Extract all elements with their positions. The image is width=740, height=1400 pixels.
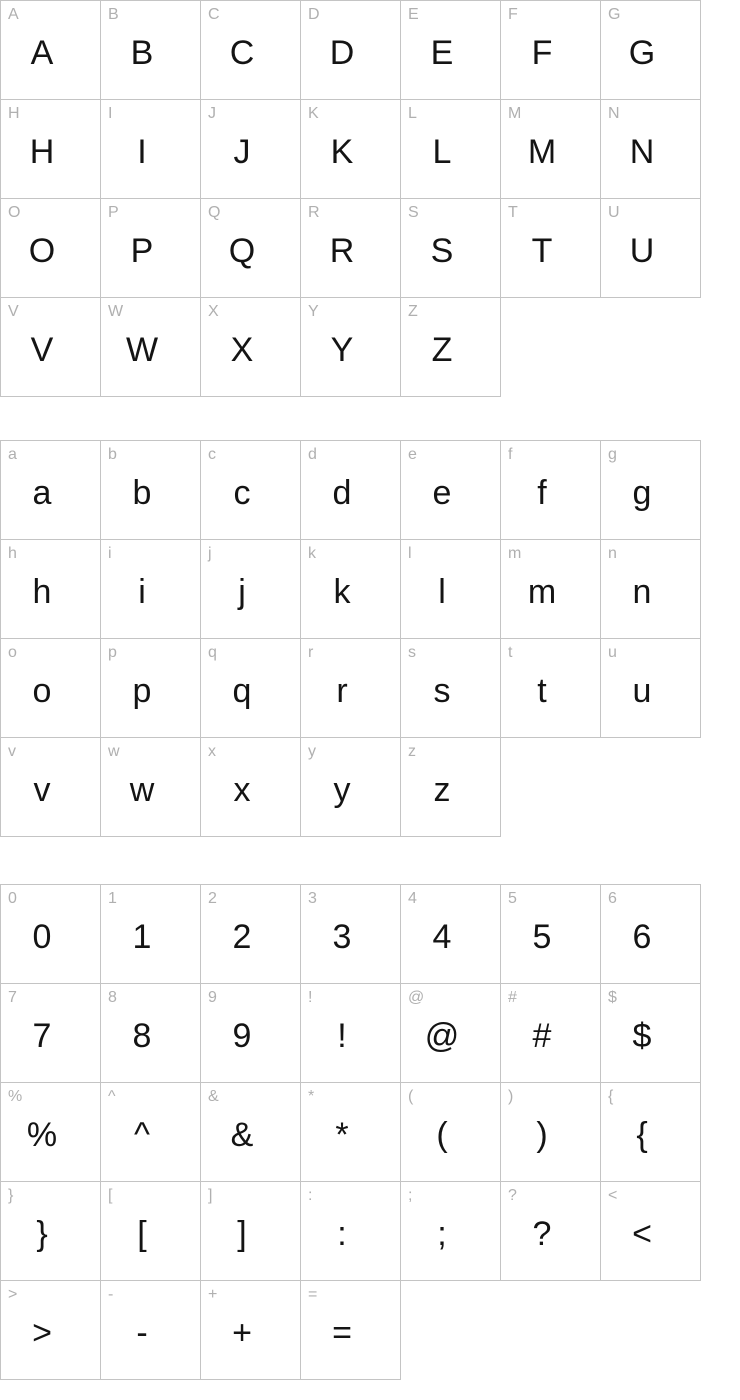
glyph-label: &	[208, 1088, 219, 1105]
glyph-display: ]	[237, 1215, 247, 1253]
glyph-display: z	[433, 771, 451, 809]
glyph-label: 3	[308, 890, 317, 907]
glyph-cell	[500, 638, 601, 738]
glyph-display: N	[629, 133, 655, 171]
glyph-display: +	[232, 1314, 252, 1352]
glyph-display: !	[337, 1017, 347, 1055]
glyph-display: t	[537, 672, 547, 710]
glyph-display: )	[536, 1116, 548, 1154]
glyph-row	[0, 884, 740, 984]
glyph-cell	[400, 297, 501, 397]
glyph-cell	[0, 440, 101, 540]
glyph-display: s	[433, 672, 451, 710]
glyph-display: J	[233, 133, 251, 171]
glyph-cell	[200, 884, 301, 984]
glyph-cell	[500, 1181, 601, 1281]
glyph-label: O	[8, 204, 21, 221]
glyph-label: B	[108, 6, 119, 23]
glyph-cell	[200, 198, 301, 298]
glyph-row	[0, 440, 740, 540]
glyph-label: D	[308, 6, 320, 23]
glyph-display: H	[29, 133, 55, 171]
glyph-cell	[400, 99, 501, 199]
glyph-cell	[100, 884, 201, 984]
glyph-label: s	[408, 644, 416, 661]
glyph-display: $	[632, 1017, 652, 1055]
glyph-label: d	[308, 446, 317, 463]
glyph-label: C	[208, 6, 220, 23]
glyph-cell	[0, 198, 101, 298]
glyph-cell	[500, 198, 601, 298]
glyph-label: 0	[8, 890, 17, 907]
glyph-cell	[100, 1280, 201, 1380]
glyph-label: @	[408, 989, 425, 1006]
glyph-cell	[100, 1082, 201, 1182]
glyph-display: ?	[532, 1215, 552, 1253]
glyph-label: Y	[308, 303, 319, 320]
glyph-display: q	[232, 672, 252, 710]
glyph-display: 2	[232, 918, 252, 956]
glyph-cell	[600, 0, 701, 100]
glyph-cell	[400, 638, 501, 738]
glyph-label: Q	[208, 204, 221, 221]
glyph-display: B	[130, 34, 154, 72]
glyph-cell	[100, 737, 201, 837]
glyph-cell	[200, 0, 301, 100]
glyph-display: g	[632, 474, 652, 512]
glyph-cell	[300, 737, 401, 837]
glyph-display: i	[138, 573, 146, 611]
glyph-label: r	[308, 644, 314, 661]
glyph-display: b	[132, 474, 152, 512]
glyph-cell	[0, 297, 101, 397]
glyph-cell	[300, 0, 401, 100]
glyph-label: 1	[108, 890, 117, 907]
glyph-cell	[200, 1082, 301, 1182]
glyph-cell	[300, 1280, 401, 1380]
glyph-label: R	[308, 204, 320, 221]
glyph-display: 8	[132, 1017, 152, 1055]
glyph-label: ?	[508, 1187, 517, 1204]
glyph-cell	[400, 0, 501, 100]
glyph-label: J	[208, 105, 216, 122]
glyph-label: :	[308, 1187, 313, 1204]
glyph-display: T	[531, 232, 553, 270]
glyph-cell	[300, 440, 401, 540]
glyph-cell	[400, 1181, 501, 1281]
glyph-label: t	[508, 644, 513, 661]
glyph-display: W	[125, 331, 159, 369]
glyph-display: ;	[437, 1215, 447, 1253]
glyph-cell	[200, 983, 301, 1083]
glyph-label: )	[508, 1088, 514, 1105]
glyph-display: G	[628, 34, 656, 72]
glyph-cell	[100, 440, 201, 540]
glyph-cell	[500, 99, 601, 199]
glyph-label: U	[608, 204, 620, 221]
glyph-cell	[400, 539, 501, 639]
glyph-label: 5	[508, 890, 517, 907]
glyph-display: >	[32, 1314, 52, 1352]
glyph-cell	[500, 884, 601, 984]
glyph-cell	[600, 539, 701, 639]
glyph-label: M	[508, 105, 522, 122]
glyph-label: v	[8, 743, 16, 760]
glyph-display: v	[33, 771, 51, 809]
glyph-label: F	[508, 6, 518, 23]
glyph-label: q	[208, 644, 217, 661]
glyph-display: 0	[32, 918, 52, 956]
glyph-label: 7	[8, 989, 17, 1006]
glyph-cell	[300, 297, 401, 397]
glyph-display: #	[532, 1017, 552, 1055]
glyph-cell	[600, 884, 701, 984]
glyph-cell	[200, 1181, 301, 1281]
glyph-cell	[300, 539, 401, 639]
glyph-display: {	[636, 1116, 648, 1154]
glyph-label: e	[408, 446, 417, 463]
glyph-display: [	[137, 1215, 147, 1253]
glyph-row	[0, 539, 740, 639]
glyph-cell	[500, 440, 601, 540]
glyph-label: X	[208, 303, 219, 320]
glyph-display: O	[28, 232, 56, 270]
glyph-label: [	[108, 1187, 113, 1204]
glyph-display: r	[336, 672, 348, 710]
glyph-cell	[300, 884, 401, 984]
glyph-display: 9	[232, 1017, 252, 1055]
glyph-display: 5	[532, 918, 552, 956]
glyph-display: u	[632, 672, 652, 710]
glyph-cell	[0, 884, 101, 984]
glyph-cell	[600, 440, 701, 540]
glyph-cell	[200, 297, 301, 397]
glyph-display: V	[30, 331, 54, 369]
glyph-label: T	[508, 204, 518, 221]
glyph-display: }	[36, 1215, 48, 1253]
glyph-cell	[500, 0, 601, 100]
glyph-label: 2	[208, 890, 217, 907]
glyph-display: U	[629, 232, 655, 270]
glyph-label: N	[608, 105, 620, 122]
glyph-cell	[0, 99, 101, 199]
glyph-cell	[600, 198, 701, 298]
glyph-display: D	[329, 34, 355, 72]
glyph-display: =	[332, 1314, 352, 1352]
glyph-cell	[600, 983, 701, 1083]
glyph-label: !	[308, 989, 313, 1006]
glyph-label: y	[308, 743, 316, 760]
glyph-display: f	[537, 474, 547, 512]
glyph-display: R	[329, 232, 355, 270]
glyph-cell	[400, 1082, 501, 1182]
glyph-display: 3	[332, 918, 352, 956]
glyph-cell	[0, 539, 101, 639]
glyph-cell	[200, 440, 301, 540]
glyph-label: Z	[408, 303, 418, 320]
glyph-label: =	[308, 1286, 318, 1303]
glyph-cell	[200, 1280, 301, 1380]
glyph-display: o	[32, 672, 52, 710]
glyph-label: k	[308, 545, 316, 562]
glyph-label: 6	[608, 890, 617, 907]
uppercase-glyph-grid	[0, 0, 740, 397]
glyph-cell	[200, 638, 301, 738]
glyph-label: g	[608, 446, 617, 463]
glyph-display: :	[337, 1215, 347, 1253]
glyph-cell	[0, 1280, 101, 1380]
glyph-row	[0, 0, 740, 100]
glyph-display: a	[32, 474, 52, 512]
glyph-label: ^	[108, 1088, 116, 1105]
glyph-cell	[100, 539, 201, 639]
glyph-row	[0, 198, 740, 298]
glyph-label: a	[8, 446, 17, 463]
glyph-display: K	[330, 133, 354, 171]
glyph-label: %	[8, 1088, 23, 1105]
glyph-display: p	[132, 672, 152, 710]
glyph-display: E	[430, 34, 454, 72]
glyph-display: e	[432, 474, 452, 512]
glyph-cell	[300, 1181, 401, 1281]
glyph-label: h	[8, 545, 17, 562]
glyph-display: 6	[632, 918, 652, 956]
glyph-cell	[400, 198, 501, 298]
glyph-row	[0, 737, 740, 837]
glyph-cell	[300, 1082, 401, 1182]
glyph-cell	[600, 1181, 701, 1281]
glyph-cell	[100, 0, 201, 100]
glyph-label: m	[508, 545, 522, 562]
glyph-display: %	[26, 1116, 58, 1154]
glyph-label: z	[408, 743, 416, 760]
glyph-label: A	[8, 6, 19, 23]
glyph-display: S	[430, 232, 454, 270]
glyph-cell	[100, 983, 201, 1083]
glyph-cell	[400, 983, 501, 1083]
glyph-display: h	[32, 573, 52, 611]
glyph-display: M	[527, 133, 557, 171]
glyph-display: x	[233, 771, 251, 809]
glyph-display: Z	[431, 331, 453, 369]
glyph-display: -	[136, 1314, 148, 1352]
glyph-display: n	[632, 573, 652, 611]
glyph-display: C	[229, 34, 255, 72]
glyph-row	[0, 638, 740, 738]
glyph-cell	[300, 638, 401, 738]
glyph-label: W	[108, 303, 124, 320]
glyph-display: X	[230, 331, 254, 369]
lowercase-glyph-grid	[0, 440, 740, 837]
glyph-cell	[300, 983, 401, 1083]
glyph-display: <	[632, 1215, 652, 1253]
glyph-label: G	[608, 6, 621, 23]
glyph-display: 4	[432, 918, 452, 956]
glyph-label: c	[208, 446, 216, 463]
glyph-cell	[500, 983, 601, 1083]
glyph-label: L	[408, 105, 417, 122]
glyph-row	[0, 983, 740, 1083]
glyph-label: }	[8, 1187, 14, 1204]
glyph-cell	[600, 99, 701, 199]
glyph-label: b	[108, 446, 117, 463]
glyph-label: 4	[408, 890, 417, 907]
glyph-cell	[200, 737, 301, 837]
glyph-label: V	[8, 303, 19, 320]
glyph-display: y	[333, 771, 351, 809]
glyph-row	[0, 1082, 740, 1182]
glyph-cell	[200, 99, 301, 199]
glyph-display: ^	[134, 1116, 150, 1154]
glyph-cell	[0, 1082, 101, 1182]
glyph-cell	[100, 1181, 201, 1281]
digits-symbols-glyph-grid	[0, 884, 740, 1380]
glyph-cell	[0, 737, 101, 837]
glyph-display: P	[130, 232, 154, 270]
glyph-display: 1	[132, 918, 152, 956]
glyph-cell	[300, 198, 401, 298]
glyph-label: {	[608, 1088, 614, 1105]
glyph-label: u	[608, 644, 617, 661]
glyph-cell	[0, 0, 101, 100]
glyph-display: d	[332, 474, 352, 512]
glyph-label: -	[108, 1286, 114, 1303]
glyph-cell	[300, 99, 401, 199]
glyph-label: w	[108, 743, 120, 760]
glyph-label: S	[408, 204, 419, 221]
glyph-display: c	[233, 474, 251, 512]
glyph-display: F	[531, 34, 553, 72]
glyph-cell	[600, 1082, 701, 1182]
glyph-label: P	[108, 204, 119, 221]
glyph-display: *	[335, 1116, 349, 1154]
glyph-label: 9	[208, 989, 217, 1006]
glyph-display: (	[436, 1116, 448, 1154]
glyph-display: L	[432, 133, 452, 171]
glyph-row	[0, 297, 740, 397]
glyph-display: l	[438, 573, 446, 611]
glyph-label: n	[608, 545, 617, 562]
glyph-label: (	[408, 1088, 414, 1105]
glyph-cell	[100, 297, 201, 397]
glyph-cell	[400, 737, 501, 837]
glyph-label: *	[308, 1088, 315, 1105]
glyph-display: w	[129, 771, 155, 809]
glyph-display: m	[527, 573, 557, 611]
glyph-cell	[400, 440, 501, 540]
glyph-label: E	[408, 6, 419, 23]
glyph-display: j	[238, 573, 246, 611]
glyph-cell	[200, 539, 301, 639]
glyph-cell	[100, 198, 201, 298]
glyph-display: A	[30, 34, 54, 72]
glyph-cell	[400, 884, 501, 984]
glyph-display: k	[333, 573, 351, 611]
glyph-label: H	[8, 105, 20, 122]
glyph-label: f	[508, 446, 513, 463]
glyph-cell	[0, 983, 101, 1083]
glyph-label: K	[308, 105, 319, 122]
glyph-display: Q	[228, 232, 256, 270]
glyph-row	[0, 1181, 740, 1281]
glyph-cell	[500, 539, 601, 639]
glyph-label: +	[208, 1286, 218, 1303]
glyph-cell	[0, 1181, 101, 1281]
glyph-label: 8	[108, 989, 117, 1006]
glyph-row	[0, 99, 740, 199]
glyph-label: j	[208, 545, 212, 562]
glyph-display: Y	[330, 331, 354, 369]
glyph-label: p	[108, 644, 117, 661]
glyph-cell	[100, 638, 201, 738]
glyph-cell	[600, 638, 701, 738]
glyph-row	[0, 1280, 740, 1380]
glyph-label: o	[8, 644, 17, 661]
glyph-display: @	[424, 1017, 460, 1055]
glyph-cell	[0, 638, 101, 738]
glyph-label: ;	[408, 1187, 413, 1204]
glyph-label: i	[108, 545, 112, 562]
glyph-label: l	[408, 545, 412, 562]
glyph-label: ]	[208, 1187, 213, 1204]
glyph-label: x	[208, 743, 216, 760]
glyph-display: &	[230, 1116, 254, 1154]
glyph-label: >	[8, 1286, 18, 1303]
glyph-cell	[500, 1082, 601, 1182]
glyph-display: 7	[32, 1017, 52, 1055]
glyph-display: I	[137, 133, 147, 171]
glyph-label: <	[608, 1187, 618, 1204]
glyph-cell	[100, 99, 201, 199]
glyph-label: I	[108, 105, 113, 122]
glyph-label: #	[508, 989, 517, 1006]
glyph-label: $	[608, 989, 617, 1006]
